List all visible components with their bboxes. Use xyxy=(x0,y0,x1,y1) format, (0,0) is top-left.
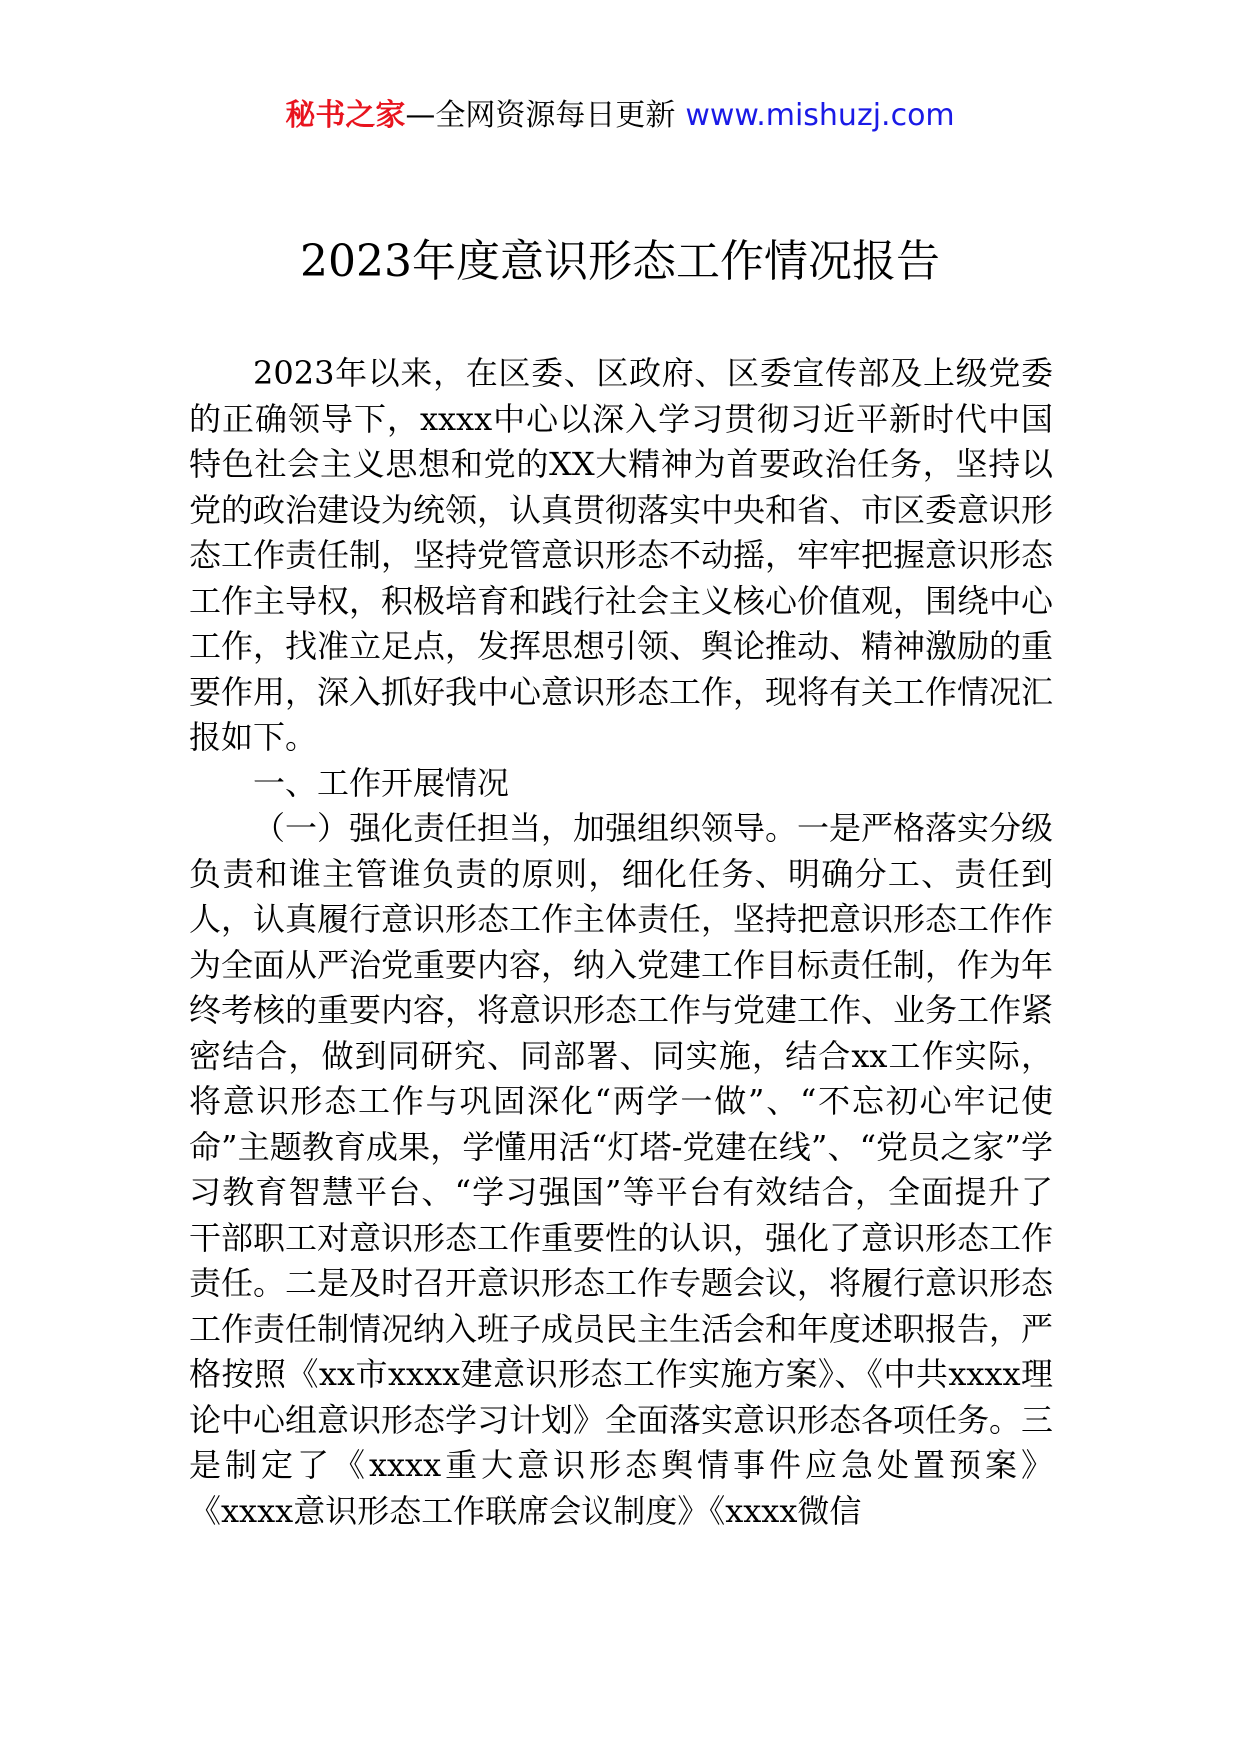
intro-paragraph: 2023年以来，在区委、区政府、区委宣传部及上级党委的正确领导下，xxxx中心以深入学习贯彻习近平新时代中国特色社会主义思想和党的XX大精神为首要政治任务，坚持以党的政治建设为统领，认真贯彻落实中央和省、市区委意识形态工作责任制，坚持党管意识形态不动摇，牢牢把握意识形态工作主导权，积极培育和践行社会主义核心价值观，围绕中心工作，找准立足点，发挥思想引领、舆论推动、精神激励的重要作用，深入抓好我中心意识形态工作，现将有关工作情况汇报如下。 xyxy=(189,354,1054,756)
brand-name: 秘书之家 xyxy=(285,98,406,133)
site-url-link[interactable]: www.mishuzj.com xyxy=(685,98,955,133)
section-heading: 一、工作开展情况 xyxy=(253,763,510,802)
body-paragraph: （一）强化责任担当，加强组织领导。一是严格落实分级负责和谁主管谁负责的原则，细化任务、明确分工、责任到人，认真履行意识形态工作主体责任，坚持把意识形态工作作为全面从严治党重要内容，纳入党建工作目标责任制，作为年终考核的重要内容，将意识形态工作与党建工作、业务工作紧密结合，做到同研究、同部署、同实施，结合xx工作实际，将意识形态工作与巩固深化“两学一做”、“不忘初心牢记使命”主题教育成果，学懂用活“灯塔-党建在线”、“党员之家”学习教育智慧平台、“学习强国”等平台有效结合，全面提升了干部职工对意识形态工作重要性的认识，强化了意识形态工作责任。二是及时召开意识形态工作专题会议，将履行意识形态工作责任制情况纳入班子成员民主生活会和年度述职报告，严格按照《xx市xxxx建意识形态工作实施方案》、《中共xxxx理论中心组意识形态学习计划》全面落实意识形态各项任务。三是制定了《xxxx重大意识形态舆情事件应急处置预案》《xxxx意识形态工作联席会议制度》《xxxx微信 xyxy=(189,809,1054,1530)
document-title: 2023年度意识形态工作情况报告 xyxy=(300,236,940,287)
header-slogan: —全网资源每日更新 xyxy=(405,98,676,133)
site-header xyxy=(0,96,1240,136)
document-body xyxy=(189,351,1053,1534)
